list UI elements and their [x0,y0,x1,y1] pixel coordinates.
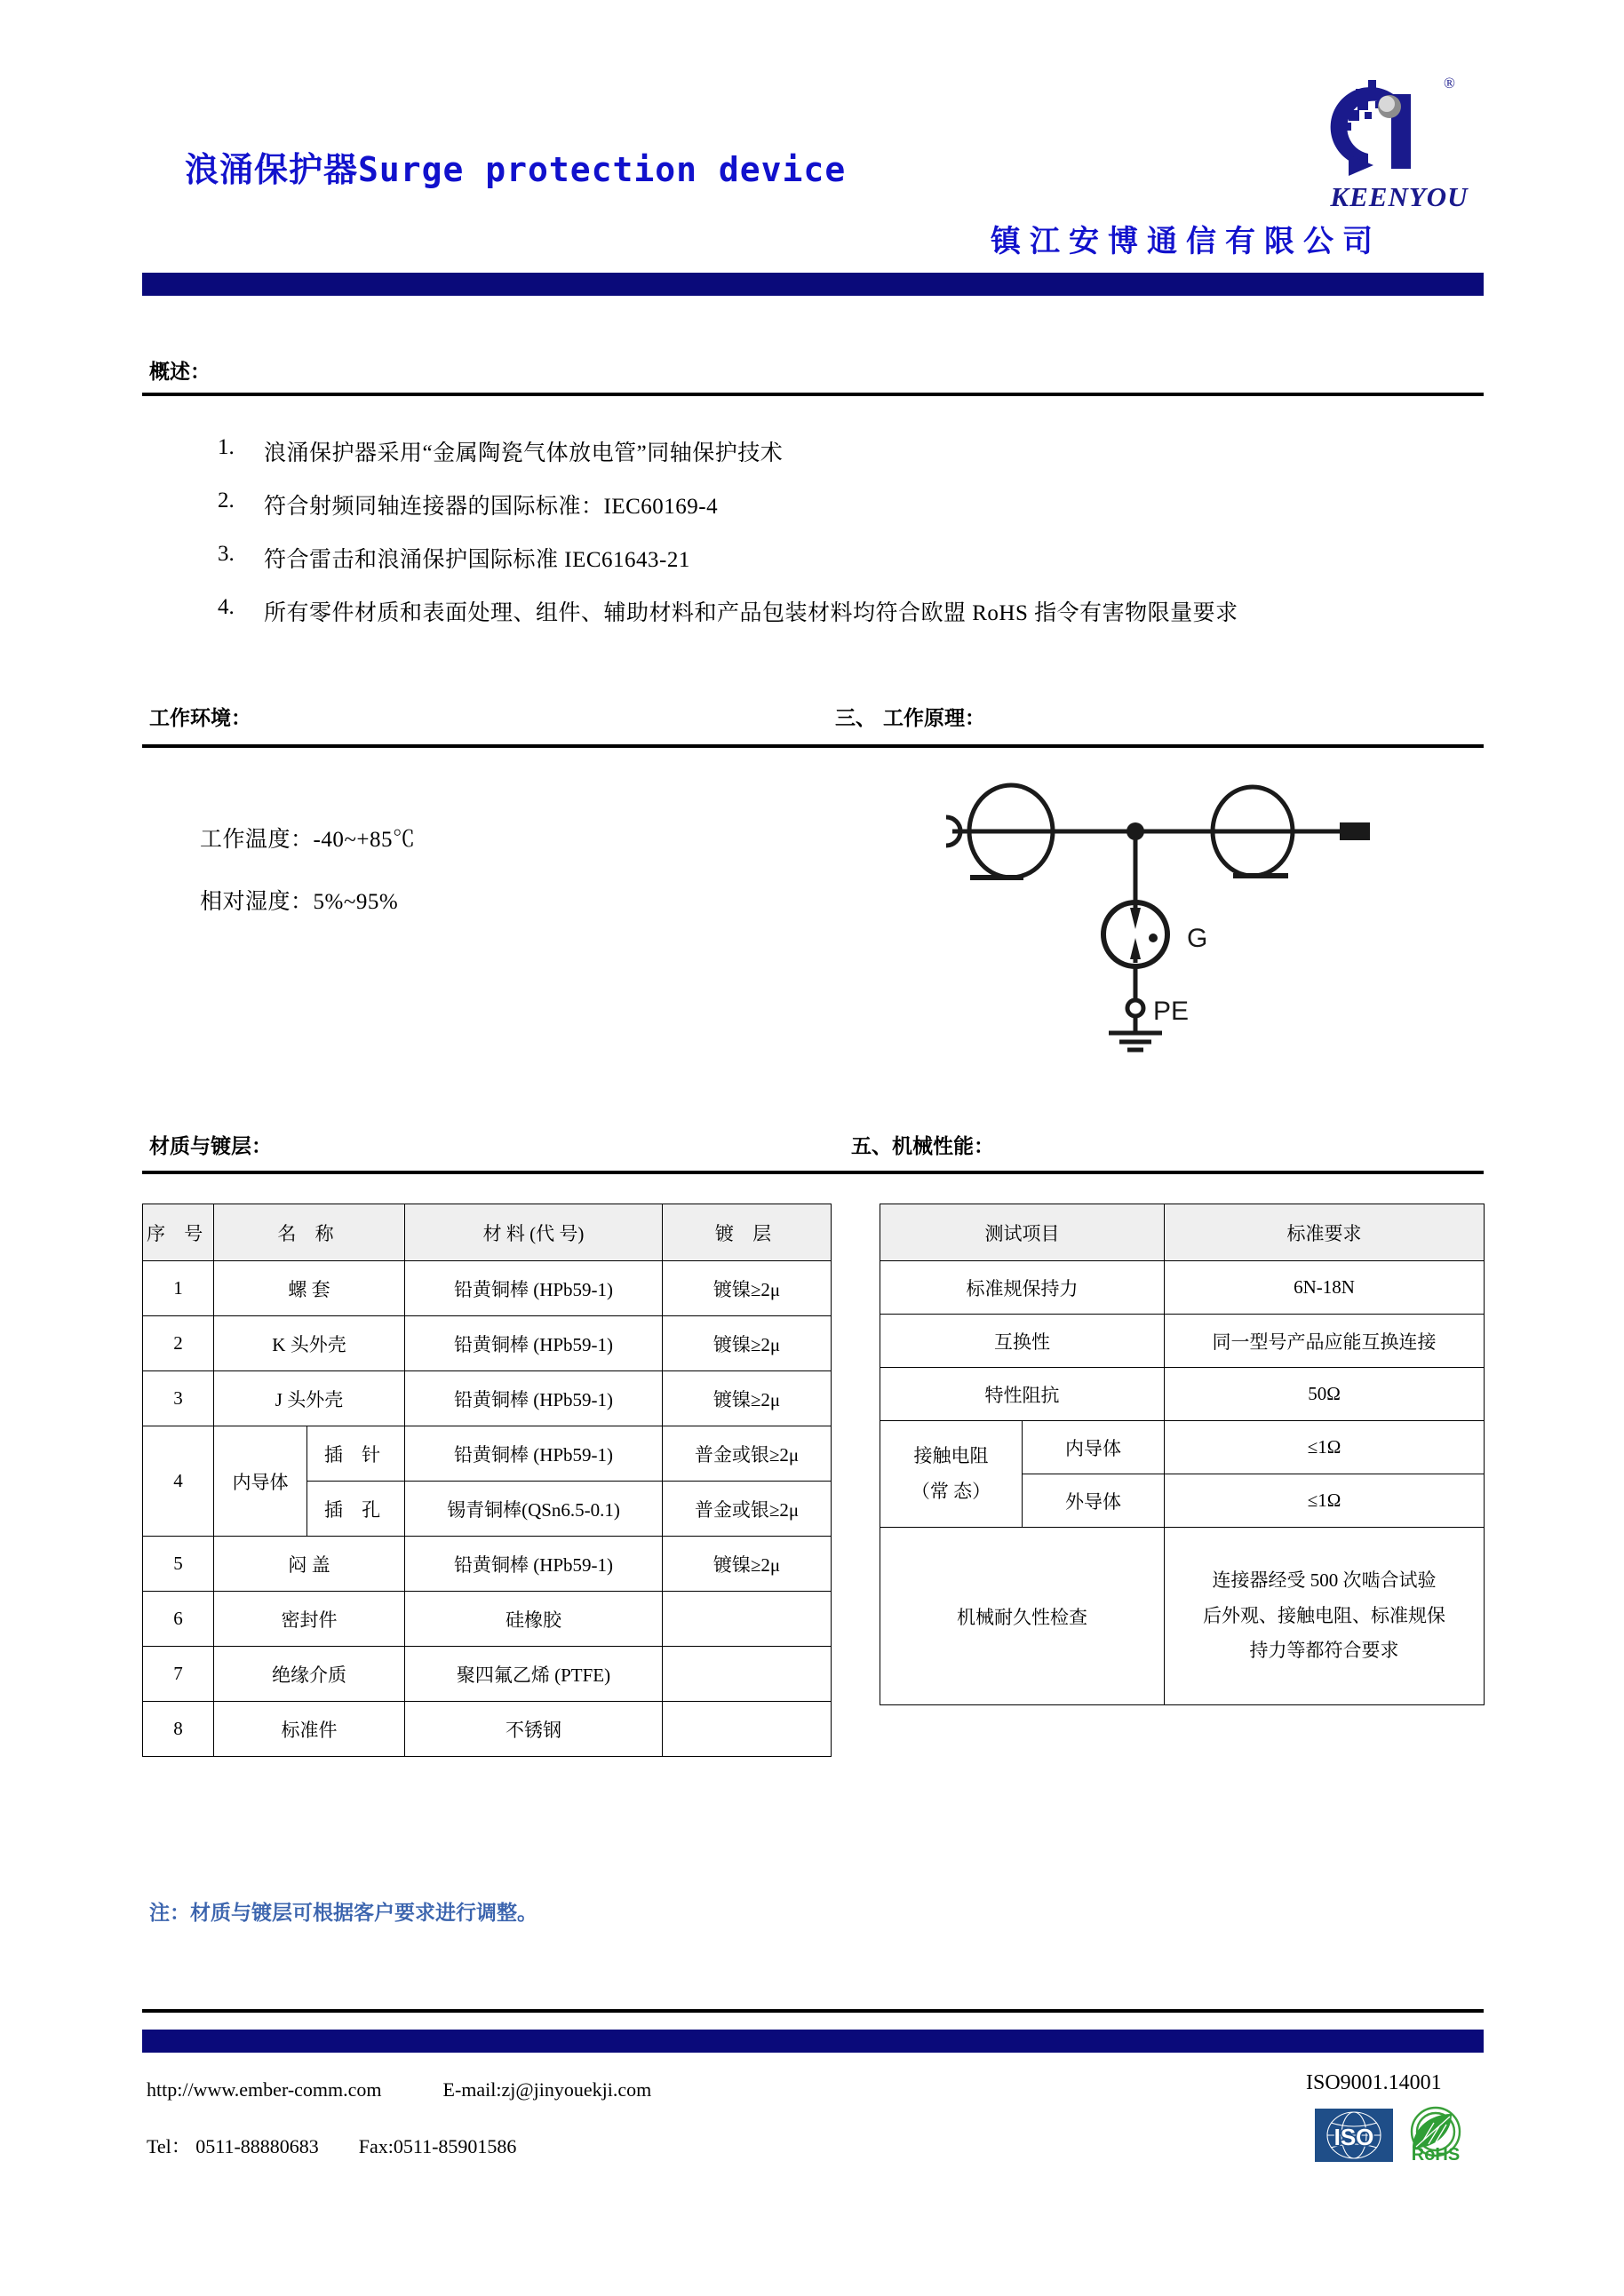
contact-resistance-line1: 接触电阻 [913,1444,989,1466]
cell-requirement: ≤1Ω [1165,1474,1485,1528]
column-header-material: 材 料 (代 号) [405,1204,663,1261]
cell-material: 硅橡胶 [405,1592,663,1647]
footer-divider-bar [142,2030,1484,2053]
table-header-row [143,1204,832,1261]
cell-name: 绝缘介质 [214,1647,405,1702]
list-item [218,542,1461,595]
list-item-label: 浪涌保护器采用“金属陶瓷气体放电管”同轴保护技术 [264,441,784,465]
cell-plating: 镀镍≥2μ [663,1316,832,1371]
cell-no: 8 [143,1702,214,1757]
footer-contact-row-2 [147,2132,516,2159]
cell-name: 闷 盖 [214,1537,405,1592]
cell-plating: 镀镍≥2μ [663,1261,832,1316]
durability-line3: 持力等都符合要求 [1249,1640,1399,1662]
cell-no: 4 [143,1426,214,1537]
company-name-cn: 镇江安博通信有限公司 [991,224,1381,259]
svg-text:ISO: ISO [1333,2124,1374,2150]
cell-subitem: 外导体 [1023,1474,1165,1528]
cell-material: 锡青铜棒(QSn6.5-0.1) [405,1482,663,1537]
table-row [143,1647,832,1702]
column-header-test-item: 测试项目 [880,1204,1165,1261]
list-item-label: 所有零件材质和表面处理、组件、辅助材料和产品包装材料均符合欧盟 RoHS 指令有害物限量要求 [264,601,1238,625]
registered-trademark-icon: ® [1444,75,1455,91]
list-item-label: 符合雷击和浪涌保护国际标准 IEC61643-21 [264,548,690,572]
table-row [143,1537,832,1592]
cell-material: 不锈钢 [405,1702,663,1757]
list-item-number: 1. [218,435,235,459]
overview-rule [142,393,1484,396]
telephone-number: Tel： 0511-88880683 [147,2135,319,2157]
cell-material: 铅黄铜棒 (HPb59-1) [405,1426,663,1482]
table-row [880,1528,1485,1705]
table-row [143,1702,832,1757]
cell-contact-resistance-label [880,1421,1023,1528]
cell-plating [663,1592,832,1647]
cell-test-item: 互换性 [880,1315,1165,1368]
cell-name: J 头外壳 [214,1371,405,1426]
table-row [143,1371,832,1426]
cell-name: 螺 套 [214,1261,405,1316]
page-title: 浪涌保护器Surge protection device [185,150,847,189]
cell-requirement: 50Ω [1165,1368,1485,1421]
durability-line2: 后外观、接触电阻、标准规保 [1203,1604,1445,1626]
cell-name: K 头外壳 [214,1316,405,1371]
table-row [143,1426,832,1482]
iso-badge-icon [1315,2109,1393,2162]
header-divider-bar [142,273,1484,296]
overview-list [218,435,1461,648]
table-row [143,1261,832,1316]
footer-contact-row-1 [147,2078,651,2101]
cell-plating: 普金或银≥2μ [663,1426,832,1482]
relative-humidity: 相对湿度：5%~95% [200,890,399,914]
cell-requirement [1165,1528,1485,1705]
materials-rule [142,1171,1484,1174]
table-header-row [880,1204,1485,1261]
cell-no: 3 [143,1371,214,1426]
gas-tube-label: G [1187,924,1208,953]
circuit-diagram [897,782,1395,1057]
cell-test-item: 标准规保持力 [880,1261,1165,1315]
cell-name: 密封件 [214,1592,405,1647]
cell-no: 1 [143,1261,214,1316]
column-header-plating: 镀 层 [663,1204,832,1261]
brand-name: KEENYOU [1330,181,1469,212]
list-item-label: 符合射频同轴连接器的国际标准：IEC60169-4 [264,495,719,519]
cell-name: 内导体 [214,1426,307,1537]
materials-note: 注：材质与镀层可根据客户要求进行调整。 [149,1902,537,1925]
website-link[interactable]: http://www.ember-comm.com [147,2078,382,2101]
cell-plating: 镀镍≥2μ [663,1537,832,1592]
mechanical-performance-table [880,1204,1485,1705]
list-item-number: 3. [218,542,235,566]
list-item-number: 4. [218,595,235,619]
cell-test-item: 特性阻抗 [880,1368,1165,1421]
cell-requirement: 6N-18N [1165,1261,1485,1315]
cell-plating [663,1702,832,1757]
table-row [880,1261,1485,1315]
list-item [218,435,1461,489]
cell-subname: 插 针 [307,1426,405,1482]
contact-resistance-line2: （常 态） [911,1480,991,1502]
list-item [218,595,1461,648]
table-row [880,1421,1485,1474]
svg-text:RoHS: RoHS [1411,2145,1461,2165]
mechanical-heading: 五、机械性能： [851,1135,994,1158]
table-row [143,1316,832,1371]
cell-material: 铅黄铜棒 (HPb59-1) [405,1261,663,1316]
list-item-number: 2. [218,489,235,512]
cell-material: 聚四氟乙烯 (PTFE) [405,1647,663,1702]
materials-heading: 材质与镀层： [149,1135,272,1158]
column-header-no: 序 号 [143,1204,214,1261]
cell-no: 7 [143,1647,214,1702]
cell-material: 铅黄铜棒 (HPb59-1) [405,1316,663,1371]
cell-plating: 镀镍≥2μ [663,1371,832,1426]
cell-no: 2 [143,1316,214,1371]
rohs-badge-icon [1412,2108,1460,2165]
column-header-requirement: 标准要求 [1165,1204,1485,1261]
cell-plating: 普金或银≥2μ [663,1482,832,1537]
cell-subitem: 内导体 [1023,1421,1165,1474]
company-logo [1306,69,1493,225]
operating-temperature: 工作温度：-40~+85℃ [200,828,416,852]
materials-table [142,1204,832,1757]
iso-certification-text: ISO9001.14001 [1306,2071,1442,2094]
durability-line1: 连接器经受 500 次啮合试验 [1212,1569,1437,1591]
fax-number: Fax:0511-85901586 [358,2135,517,2157]
cell-requirement: ≤1Ω [1165,1421,1485,1474]
column-header-name: 名 称 [214,1204,405,1261]
cell-subname: 插 孔 [307,1482,405,1537]
cell-name: 标准件 [214,1702,405,1757]
cell-no: 6 [143,1592,214,1647]
list-item [218,489,1461,542]
principle-heading: 三、 工作原理： [835,707,986,730]
certification-badges [1313,2105,1482,2165]
email-link[interactable]: E-mail:zj@jinyouekji.com [442,2078,652,2101]
cell-requirement: 同一型号产品应能互换连接 [1165,1315,1485,1368]
ground-label: PE [1153,997,1190,1026]
page-header [0,0,1624,293]
table-row [143,1592,832,1647]
overview-heading: 概述： [149,361,211,384]
cell-material: 铅黄铜棒 (HPb59-1) [405,1537,663,1592]
table-row [880,1368,1485,1421]
table-row [880,1315,1485,1368]
cell-no: 5 [143,1537,214,1592]
keenyou-mark-icon [1322,69,1455,185]
environment-rule [142,744,1484,748]
cell-material: 铅黄铜棒 (HPb59-1) [405,1371,663,1426]
cell-plating [663,1647,832,1702]
environment-heading: 工作环境： [149,707,251,730]
footer-rule [142,2009,1484,2013]
cell-test-item: 机械耐久性检查 [880,1528,1165,1705]
